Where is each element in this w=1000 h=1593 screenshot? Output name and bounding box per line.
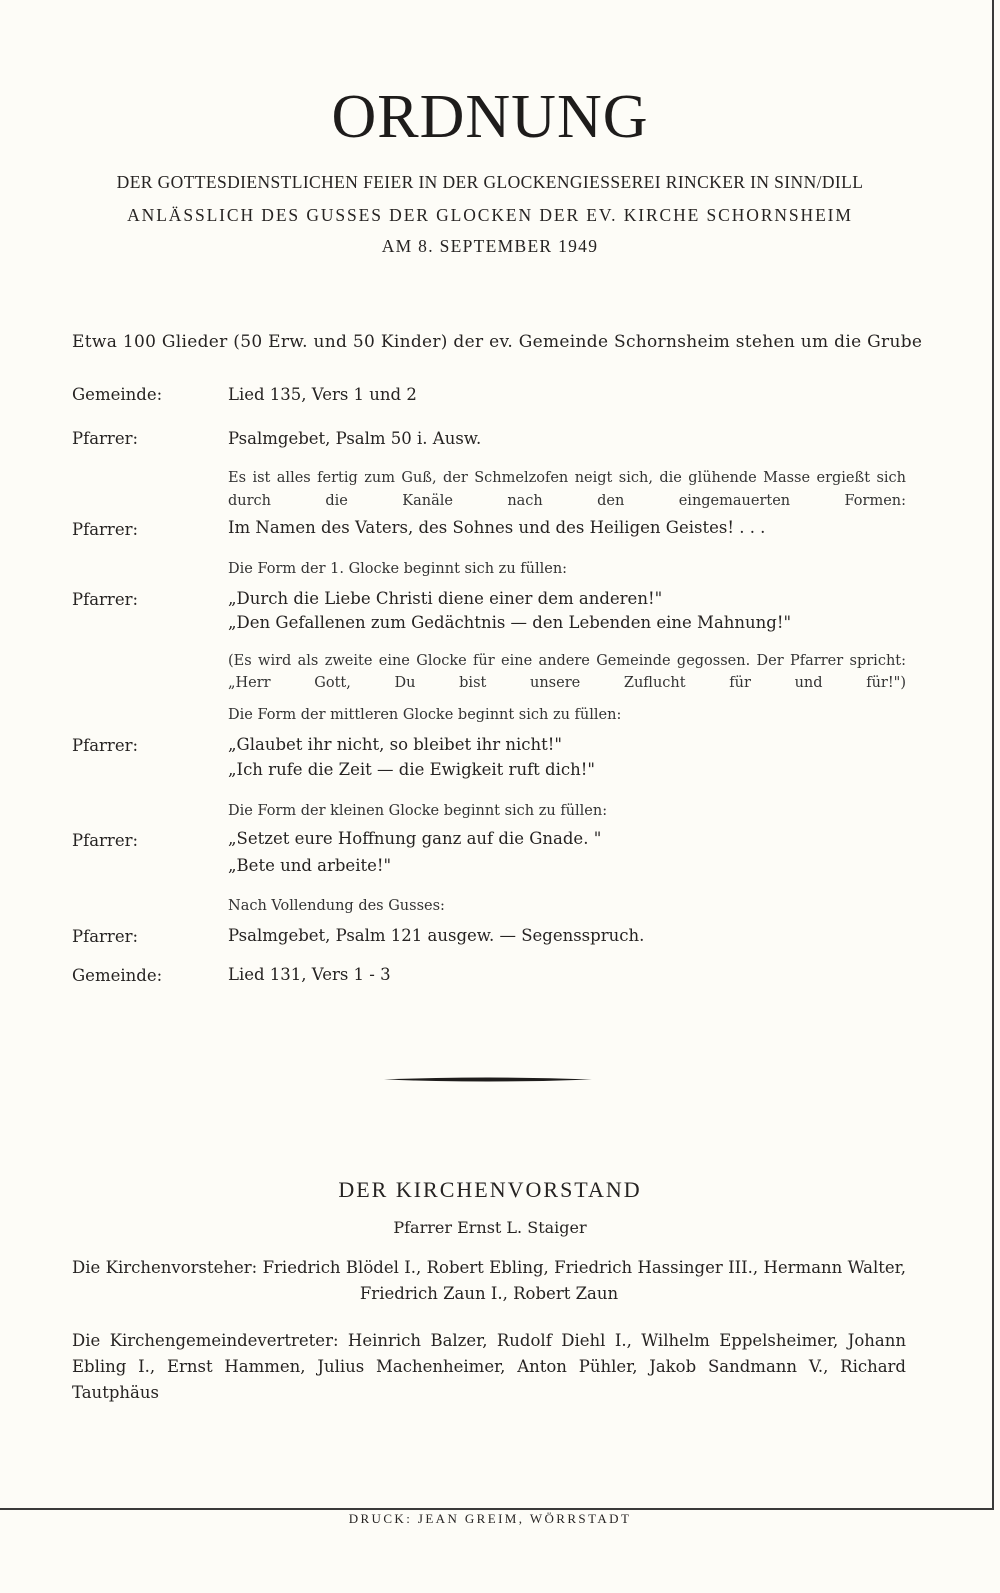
service-note: Es ist alles fertig zum Guß, der Schmelzofen neigt sich, die glühende Masse ergießt sich durch die Kanäle nach den eingemauerten Formen:	[228, 470, 906, 509]
service-text: Lied 135, Vers 1 und 2	[228, 385, 417, 404]
service-note: Nach Vollendung des Gusses:	[228, 898, 445, 914]
service-text: Lied 131, Vers 1 - 3	[228, 965, 391, 984]
subtitle-line-2: ANLÄSSLICH DES GUSSES DER GLOCKEN DER EV. KIRCHE SCHORNSHEIM	[127, 205, 853, 225]
service-text: Psalmgebet, Psalm 121 ausgew. — Segensspruch.	[228, 926, 645, 945]
role-label: Gemeinde:	[72, 966, 163, 985]
service-note: Die Form der 1. Glocke beginnt sich zu füllen:	[228, 561, 568, 577]
printer-imprint: DRUCK: JEAN GREIM, WÖRRSTADT	[348, 1511, 632, 1526]
service-text: Psalmgebet, Psalm 50 i. Ausw.	[228, 429, 482, 448]
service-text: „Durch die Liebe Christi diene einer dem anderen!"	[228, 589, 663, 608]
role-label: Pfarrer:	[72, 736, 139, 755]
role-label: Pfarrer:	[72, 927, 139, 946]
role-label: Pfarrer:	[72, 429, 139, 448]
service-note: Die Form der mittleren Glocke beginnt sich zu füllen:	[228, 707, 622, 723]
service-text: „Den Gefallenen zum Gedächtnis — den Lebenden eine Mahnung!"	[228, 613, 792, 632]
role-label: Gemeinde:	[72, 385, 163, 404]
service-text: „Ich rufe die Zeit — die Ewigkeit ruft dich!"	[228, 760, 595, 779]
council-vertreter: Die Kirchengemeindevertreter: Heinrich Balzer, Rudolf Diehl I., Wilhelm Eppelsheimer, Johann Ebling I., Ernst Hammen, Julius Machenheimer, Anton Pühler, Jakob Sandmann V., Richard Tautphäus	[72, 1331, 906, 1402]
service-note: Die Form der kleinen Glocke beginnt sich zu füllen:	[228, 803, 608, 819]
service-text: Im Namen des Vaters, des Sohnes und des Heiligen Geistes! . . .	[228, 518, 766, 537]
service-text: „Setzet eure Hoffnung ganz auf die Gnade. "	[228, 829, 602, 848]
council-vorsteher: Die Kirchenvorsteher: Friedrich Blödel I., Robert Ebling, Friedrich Hassinger III., Hermann Walter, Friedrich Zaun I., Robert Zaun	[72, 1258, 906, 1303]
page-title: ORDNUNG	[331, 83, 649, 151]
service-note: (Es wird als zweite eine Glocke für eine andere Gemeinde gegossen. Der Pfarrer spricht: „Herr Gott, Du bist unsere Zuflucht für und für!")	[228, 653, 906, 691]
role-label: Pfarrer:	[72, 520, 139, 539]
subtitle-date: AM 8. SEPTEMBER 1949	[381, 236, 599, 256]
council-title: DER KIRCHENVORSTAND	[338, 1177, 642, 1202]
role-label: Pfarrer:	[72, 590, 139, 609]
decorative-divider	[384, 1077, 592, 1082]
service-text: „Bete und arbeite!"	[228, 856, 392, 875]
role-label: Pfarrer:	[72, 831, 139, 850]
subtitle-line-1: DER GOTTESDIENSTLICHEN FEIER IN DER GLOCKENGIESSEREI RINCKER IN SINN/DILL	[116, 172, 864, 192]
service-text: „Glaubet ihr nicht, so bleibet ihr nicht!"	[228, 735, 562, 754]
council-pastor: Pfarrer Ernst L. Staiger	[393, 1218, 587, 1237]
intro-text: Etwa 100 Glieder (50 Erw. und 50 Kinder) der ev. Gemeinde Schornsheim stehen um die Grube	[72, 332, 923, 352]
